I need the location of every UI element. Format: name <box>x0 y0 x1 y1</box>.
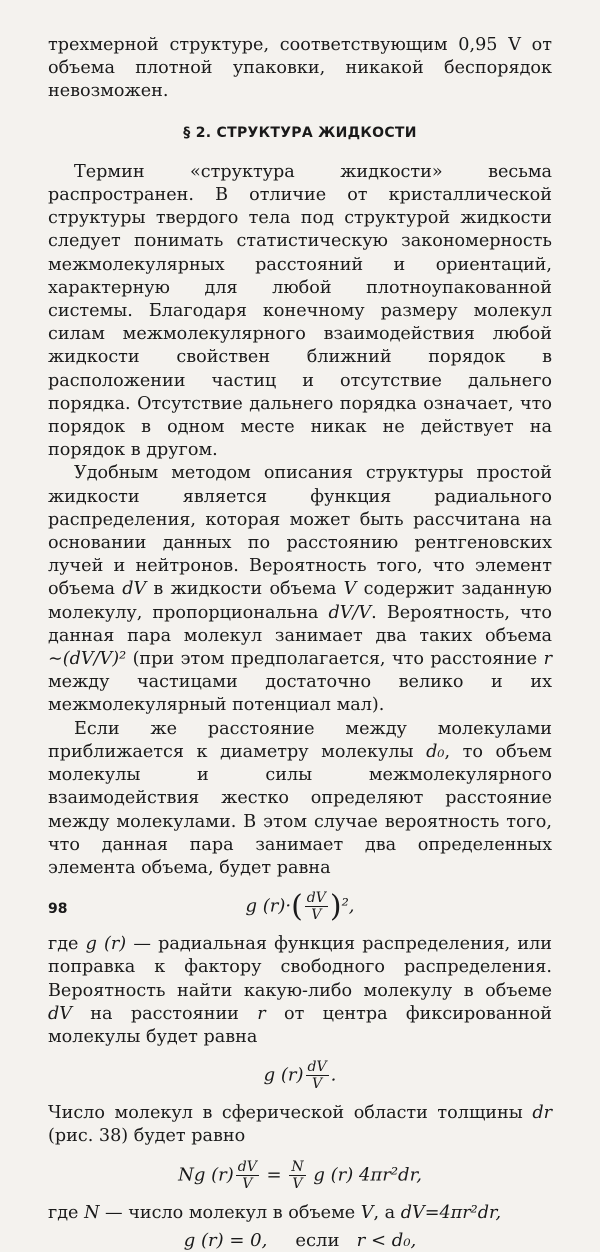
section-heading: § 2. СТРУКТУРА ЖИДКОСТИ <box>183 124 417 141</box>
formula-single-probability: g (r) $\frac{dV}{V}$ . <box>263 1059 337 1093</box>
formula-condition: g (r) = 0, если r < d₀, <box>183 1229 417 1251</box>
formula-pair-probability: g (r)·( $\frac{dV}{V}$ )², <box>245 889 355 924</box>
paragraph-structure-term: Термин «структура жидкости» весьма распространен. В отличие от кристаллической структуры твердого тела под структурой жидкости следует понимать статистическую закономерность межмолекулярных расстояний и ориентаций, характерную для любой плотноупакованной системы. Благодаря конечному размеру молекул силам межмолекулярного взаимодействия любой жидкости свойствен ближний порядок в расположении частиц и отсутствие дальнего порядка. Отсутствие дальнего порядка означает, что порядок в одном месте никак не действует на порядок в другом. <box>48 161 552 461</box>
top-paragraph: трехмерной структуре, соответствующим 0,95 V от объема плотной упаковки, никакой беспорядок невозможен. <box>48 35 552 102</box>
paragraph-radial-distribution: Удобным методом описания структуры простой жидкости является функция радиального распределения, которая может быть рассчитана на основании данных по расстоянию рентгеновских лучей и нейтронов. Вероятность того, что элемент объема dV в жидкости объема V содержит заданную молекулу, пропорциональна dV/V. Вероятность, что данная пара молекул занимает два таких объема ∼(dV/V)² (при этом предполагается, что расстояние r между частицами достаточно велико и их межмолекулярный потенциал мал). <box>48 463 553 716</box>
paragraph-molecule-diameter: Если же расстояние между молекулами приближается к диаметру молекулы d₀, то объем молекулы и силы межмолекулярного взаимодействия жестко определяют расстояние между молекулами. В этом случае вероятность того, что данная пара занимает два определенных элемента объема, будет равна <box>48 718 552 878</box>
formula-spherical-count: Ng (r) $\frac{dV}{V}$ = $\frac{N}{V}$ g (r) 4πr²dr, <box>178 1158 422 1192</box>
paragraph-radial-function: где g (r) — радиальная функция распределения, или поправка к фактору свободного распределения. Вероятность найти какую-либо молекулу в объеме dV на расстоянии r от центра фиксированной молекулы будет равна <box>48 934 553 1047</box>
page-number: 98 <box>48 901 68 917</box>
paragraph-n-definition: где N — число молекул в объеме V, а dV=4πr²dr, <box>48 1202 502 1223</box>
paragraph-molecule-count: Число молекул в сферической области толщины dr (рис. 38) будет равно <box>48 1103 552 1147</box>
